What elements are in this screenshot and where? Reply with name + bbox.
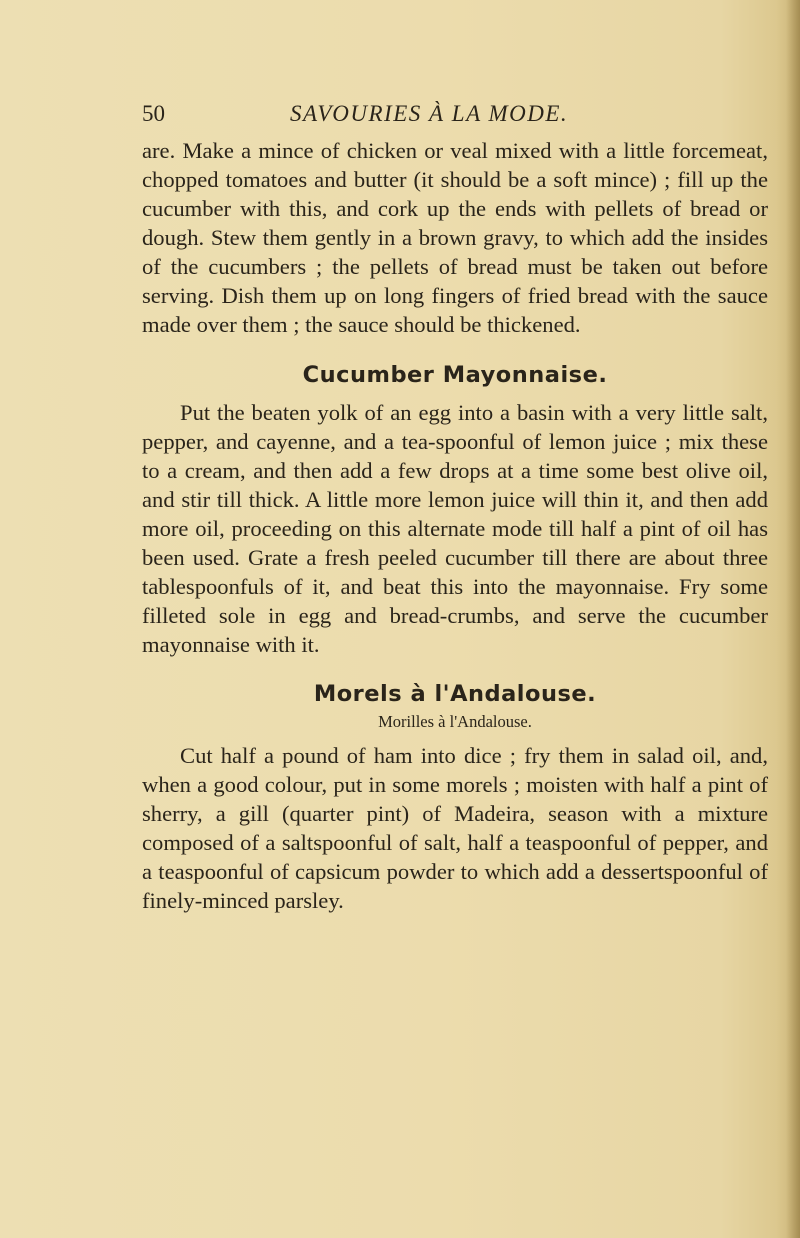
running-head bbox=[142, 92, 768, 136]
recipe-body-morels: Cut half a pound of ham into dice ; fry them in salad oil, and, when a good colour, put in some morels ; moisten with half a pint of sherry, a gill (quarter pint) of Madeira, season with a mixture composed of a saltspoonful of salt, half a teaspoonful of pepper, and a teaspoonful of capsicum powder to which add a dessertspoonful of finely-minced parsley. bbox=[142, 743, 768, 913]
book-title: SAVOURIES À LA MODE. bbox=[290, 101, 569, 126]
text-block bbox=[142, 92, 768, 915]
continuation-paragraph: are. Make a mince of chicken or veal mixed with a little forcemeat, chopped tomatoes and butter (it should be a soft mince) ; fill up the cucumber with this, and cork up the ends with pellets of bread or dough. Stew them gently in a brown gravy, to which add the insides of the cucumbers ; the pellets of bread must be taken out before serving. Dish them up on long fingers of fried bread with the sauce made over them ; the sauce should be thickened. bbox=[142, 138, 768, 337]
recipe-subtitle-morels: Morilles à l'Andalouse. bbox=[378, 712, 532, 731]
page-edge-shadow bbox=[786, 0, 800, 1238]
recipe-title-cucumber-mayonnaise: Cucumber Mayonnaise. bbox=[302, 362, 608, 388]
recipe-title-morels: Morels à l'Andalouse. bbox=[313, 681, 597, 707]
recipe-body-cucumber-mayonnaise: Put the beaten yolk of an egg into a basin with a very little salt, pepper, and cayenne, and a tea-spoonful of lemon juice ; mix these to a cream, and then add a few drops at a time some best olive oil, and stir till thick. A little more lemon juice will thin it, and then add more oil, proceeding on this alternate mode till half a pint of oil has been used. Grate a fresh peeled cucumber till there are about three tablespoonfuls of it, and beat this into the mayonnaise. Fry some filleted sole in egg and bread-crumbs, and serve the cucumber mayonnaise with it. bbox=[142, 400, 768, 657]
page-number: 50 bbox=[142, 101, 165, 126]
